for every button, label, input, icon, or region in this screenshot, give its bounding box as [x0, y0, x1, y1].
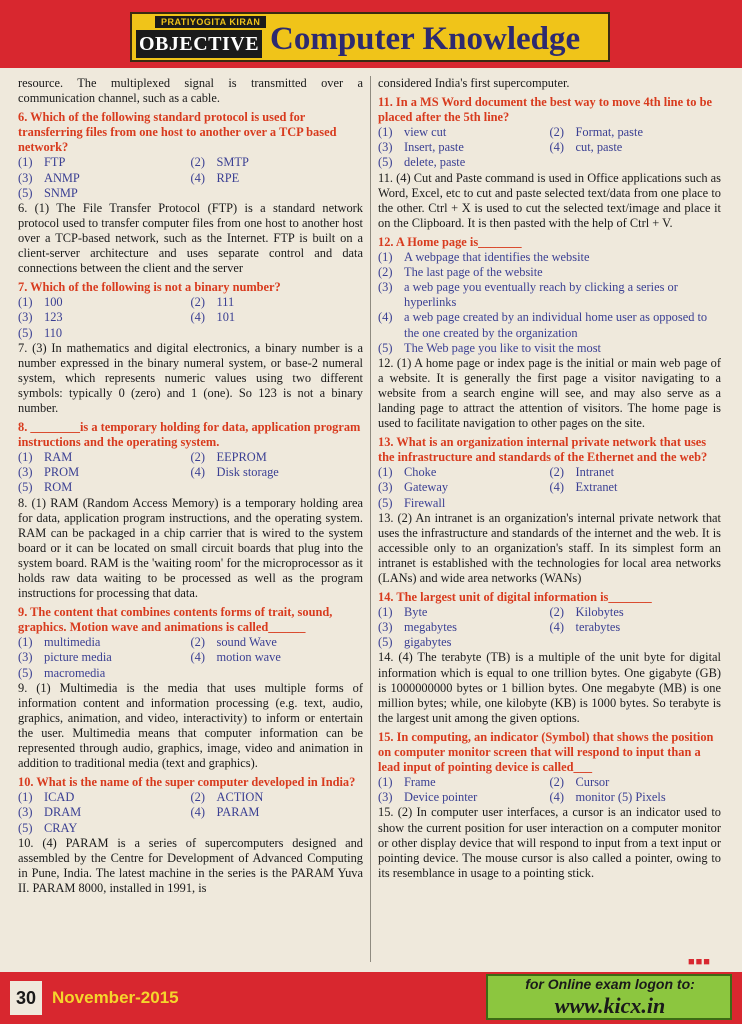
question-text: 6. Which of the following standard protocol is used for transferring files from one host to another over a TCP based network? — [18, 110, 337, 155]
option-item — [550, 620, 722, 635]
option-item — [18, 295, 191, 310]
option-number: (4) — [549, 140, 564, 155]
option-text: view cut — [404, 125, 447, 140]
option-item — [378, 635, 550, 650]
option-number: (1) — [18, 450, 33, 465]
option-number: (3) — [378, 140, 393, 155]
option-text: macromedia — [44, 665, 106, 680]
option-text: megabytes — [404, 620, 457, 635]
option-item — [378, 480, 550, 495]
page-title: Computer Knowledge — [270, 21, 581, 57]
options-list — [378, 250, 721, 356]
option-text: Byte — [404, 605, 428, 620]
options-list — [18, 295, 363, 340]
option-item — [18, 821, 191, 836]
option-text: Extranet — [575, 480, 618, 495]
option-item — [18, 186, 191, 201]
answer-text: 11. (4) Cut and Paste command is used in Office applications such as Word, Excel, etc to cut and paste selected text/data from one place to the other. Ctrl + X is used to cut the selected text/image and place it on the Clipboard. It is then pasted with the help of Ctrl + V. — [378, 170, 721, 230]
left-column — [18, 76, 363, 896]
online-exam-label: for Online exam logon to: — [525, 976, 695, 992]
option-number: (2) — [549, 775, 564, 790]
option-text: RAM — [44, 450, 73, 465]
option-text: a web page you eventually reach by clicking a series or hyperlinks — [404, 280, 678, 310]
option-item — [550, 775, 722, 790]
brand-tag: PRATIYOGITA KIRAN — [155, 16, 266, 28]
options-list — [378, 125, 721, 170]
option-item — [378, 265, 721, 280]
option-item — [191, 155, 364, 170]
option-text: ANMP — [44, 170, 80, 185]
option-item — [550, 140, 722, 155]
option-number: (3) — [18, 650, 33, 665]
option-text: Choke — [404, 465, 437, 480]
option-number: (3) — [378, 620, 393, 635]
option-number: (3) — [378, 480, 393, 495]
option-text: Format, paste — [575, 125, 643, 140]
option-text: The Web page you like to visit the most — [404, 340, 601, 355]
option-item — [378, 465, 550, 480]
option-number: (3) — [378, 790, 393, 805]
question-text: 11. In a MS Word document the best way to move 4th line to be placed after the 5th line? — [378, 95, 712, 125]
option-text: Intranet — [575, 465, 615, 480]
option-number: (5) — [18, 185, 33, 200]
option-text: gigabytes — [404, 635, 452, 650]
website-link[interactable]: www.kicx.in — [554, 993, 666, 1018]
answer-text: 10. (4) PARAM is a series of supercomputers designed and assembled by the Centre for Development of Advanced Computing in Pune, India. The latest machine in the series is the PARAM Yuva II. PARAM 8000, installed in 1991, is — [18, 835, 363, 895]
question-text: 9. The content that combines contents forms of trait, sound, graphics. Motion wave and animations is called______ — [18, 605, 333, 635]
option-number: (4) — [190, 170, 205, 185]
option-text: ACTION — [216, 790, 264, 805]
option-item — [18, 155, 191, 170]
question-text: 12. A Home page is_______ — [378, 234, 522, 249]
option-item — [191, 650, 364, 665]
option-number: (3) — [18, 465, 33, 480]
option-item — [18, 310, 191, 325]
option-number: (1) — [18, 790, 33, 805]
option-number: (4) — [190, 805, 205, 820]
answer-text: 13. (2) An intranet is an organization's internal private network that uses the infrastructure and standards of the internet and the web. It is accessible only to an organization's staff. In its simplest form an intranet is established with the technologies for local area networks (LANs) and wide area networks (WANs) — [378, 510, 721, 585]
option-number: (4) — [549, 620, 564, 635]
option-number: (5) — [378, 155, 393, 170]
option-item — [378, 775, 550, 790]
option-item — [18, 650, 191, 665]
option-text: cut, paste — [575, 140, 623, 155]
brand-label: OBJECTIVE — [136, 30, 262, 58]
option-text: PROM — [44, 465, 80, 480]
option-number: (3) — [18, 310, 33, 325]
option-text: terabytes — [575, 620, 621, 635]
option-number: (4) — [378, 310, 393, 325]
option-number: (4) — [190, 310, 205, 325]
option-text: Cursor — [575, 775, 610, 790]
option-number: (5) — [378, 495, 393, 510]
question-text: 13. What is an organization internal private network that uses the infrastructure and standards of the Ethernet and the web? — [378, 435, 708, 465]
option-number: (5) — [18, 325, 33, 340]
issue-date: November-2015 — [52, 988, 179, 1007]
option-number: (3) — [18, 805, 33, 820]
option-item — [378, 790, 550, 805]
option-text: The last page of the website — [404, 265, 543, 280]
option-item — [378, 605, 550, 620]
option-item — [378, 140, 550, 155]
option-number: (2) — [190, 450, 205, 465]
option-item — [18, 790, 191, 805]
option-number: (1) — [18, 155, 33, 170]
option-text: multimedia — [44, 635, 101, 650]
option-item — [378, 620, 550, 635]
options-list — [18, 450, 363, 495]
option-text: CRAY — [44, 820, 78, 835]
answer-text: 12. (1) A home page or index page is the initial or main web page of a website. It is generally the first page a visitor navigating to a website from a search engine will see, and may also serve as a landing page to attract the attention of visitors. The home page is used to facilitate navigation to other pages on the site. — [378, 355, 721, 431]
option-number: (1) — [378, 250, 393, 265]
option-text: ROM — [44, 480, 73, 495]
option-number: (5) — [18, 665, 33, 680]
option-number: (1) — [378, 605, 393, 620]
option-number: (3) — [18, 170, 33, 185]
option-item — [378, 310, 721, 340]
option-number: (2) — [549, 125, 564, 140]
option-item — [378, 125, 550, 140]
option-item — [18, 171, 191, 186]
option-number: (2) — [190, 790, 205, 805]
option-item — [378, 280, 721, 310]
answer-text: 7. (3) In mathematics and digital electronics, a binary number is a number expressed in the binary numeral system, or base-2 numeral system, which represents numeric values using two different symbols: typically 0 (zero) and 1 (one). So 123 is not a binary number. — [18, 340, 363, 415]
option-item — [550, 480, 722, 495]
answer-text: 8. (1) RAM (Random Access Memory) is a temporary holding area for data, application program instructions, and the operating system. RAM can be packaged in a chip carrier that is wired to the system board or it can be located on small circuit boards that plug into the system board. RAM is the 'waiting room' for the microprocessor as it holds raw data waiting to be processed as well as the program instructions for processing that data. — [18, 495, 363, 601]
option-item — [18, 666, 191, 681]
option-item — [191, 171, 364, 186]
option-number: (2) — [549, 465, 564, 480]
options-list — [378, 605, 721, 650]
option-item — [378, 155, 550, 170]
option-item — [550, 465, 722, 480]
options-list — [18, 155, 363, 200]
option-text: Firewall — [404, 495, 446, 510]
option-number: (4) — [190, 465, 205, 480]
option-number: (5) — [378, 340, 393, 355]
option-text: 111 — [216, 295, 235, 310]
answer-text: 6. (1) The File Transfer Protocol (FTP) is a standard network protocol used to transfer computer files from one host to another host over a TCP-based network, such as the Internet. FTP is built on a client-server architecture and uses separate control and data connections between the client and the server — [18, 200, 363, 276]
option-text: sound Wave — [216, 635, 277, 650]
option-item — [191, 805, 364, 820]
option-item — [191, 465, 364, 480]
option-number: (2) — [190, 155, 205, 170]
option-number: (1) — [18, 635, 33, 650]
question-text: 10. What is the name of the super computer developed in India? — [18, 775, 356, 790]
option-item — [191, 310, 364, 325]
option-item — [378, 250, 721, 265]
answer-text: considered India's first supercomputer. — [378, 76, 570, 90]
option-number: (5) — [378, 635, 393, 650]
option-number: (4) — [190, 650, 205, 665]
option-number: (1) — [18, 295, 33, 310]
option-item — [191, 635, 364, 650]
option-text: Frame — [404, 775, 436, 790]
option-text: Disk storage — [216, 465, 279, 480]
option-text: 100 — [44, 295, 63, 310]
option-item — [18, 805, 191, 820]
question-text: 15. In computing, an indicator (Symbol) that shows the position on computer monitor screen that will respond to input than a lead input of pointing device is called___ — [378, 729, 714, 775]
answer-text: 9. (1) Multimedia is the media that uses multiple forms of information content and information processing (e.g. text, audio, graphics, animation, and video, interactivity) to inform or entertain the user. Multimedia means that computer information can be represented through audio, graphics, image, video and animation in addition to traditional media (text and graphics). — [18, 680, 363, 771]
option-text: a web page created by an individual home user as opposed to the one created by the organization — [404, 310, 708, 340]
option-number: (4) — [549, 790, 564, 805]
options-list — [378, 465, 721, 510]
option-text: Device pointer — [404, 790, 478, 805]
option-text: monitor (5) Pixels — [575, 790, 666, 805]
question-text: 7. Which of the following is not a binary number? — [18, 280, 281, 295]
option-number: (1) — [378, 465, 393, 480]
option-text: 123 — [44, 310, 63, 325]
page-number: 30 — [10, 981, 42, 1015]
option-number: (1) — [378, 125, 393, 140]
option-item — [378, 496, 550, 511]
option-number: (2) — [378, 265, 393, 280]
option-text: Gateway — [404, 480, 449, 495]
option-item — [191, 450, 364, 465]
option-text: A webpage that identifies the website — [404, 250, 590, 265]
option-text: ICAD — [44, 790, 75, 805]
question-text: 8. ________is a temporary holding for data, application program instructions and the operating system. — [18, 420, 361, 450]
options-list — [18, 790, 363, 835]
option-text: Kilobytes — [575, 605, 624, 620]
option-item — [550, 605, 722, 620]
option-item — [18, 480, 191, 495]
option-text: delete, paste — [404, 155, 466, 170]
option-item — [18, 326, 191, 341]
answer-text: resource. The multiplexed signal is transmitted over a communication channel, such as a cable. — [18, 76, 363, 106]
option-number: (4) — [549, 480, 564, 495]
option-text: motion wave — [216, 650, 281, 665]
question-text: 14. The largest unit of digital information is_______ — [378, 590, 652, 605]
option-text: 101 — [216, 310, 236, 325]
option-text: SMTP — [216, 155, 249, 170]
option-item — [18, 465, 191, 480]
option-number: (2) — [190, 295, 205, 310]
options-list — [378, 775, 721, 805]
option-number: (2) — [190, 635, 205, 650]
option-number: (1) — [378, 775, 393, 790]
options-list — [18, 635, 363, 680]
option-number: (5) — [18, 820, 33, 835]
option-text: DRAM — [44, 805, 82, 820]
column-divider — [370, 76, 371, 962]
option-text: RPE — [216, 170, 240, 185]
option-item — [550, 125, 722, 140]
option-text: FTP — [44, 155, 66, 170]
option-item — [550, 790, 722, 805]
option-item — [18, 450, 191, 465]
option-item — [191, 295, 364, 310]
option-item — [378, 341, 721, 356]
answer-text: 14. (4) The terabyte (TB) is a multiple of the unit byte for digital information which is equal to one trillion bytes. One gigabyte (GB) is 1000000000 bytes or 1 billion bytes. One megabyte (MB) is one million bytes; while, one kilobyte (KB) is 1000 bytes. So terabyte is the largest unit among the given options. — [378, 650, 721, 725]
option-number: (2) — [549, 605, 564, 620]
option-item — [191, 790, 364, 805]
option-text: PARAM — [216, 805, 260, 820]
option-number: (3) — [378, 280, 393, 295]
answer-text: 15. (2) In computer user interfaces, a cursor is an indicator used to show the current position for user interaction on a computer monitor or other display device that will respond to input from a text input or pointing device. The mouse cursor is also called a pointer, owing to its resemblance in usage to a pointing stick. — [378, 805, 721, 880]
option-text: picture media — [44, 650, 112, 665]
end-marker: ■■■ — [688, 956, 711, 968]
option-number: (5) — [18, 480, 33, 495]
right-column — [378, 76, 721, 881]
option-text: SNMP — [44, 185, 78, 200]
option-item — [18, 635, 191, 650]
option-text: EEPROM — [216, 450, 267, 465]
option-text: Insert, paste — [404, 140, 464, 155]
option-text: 110 — [44, 325, 63, 340]
